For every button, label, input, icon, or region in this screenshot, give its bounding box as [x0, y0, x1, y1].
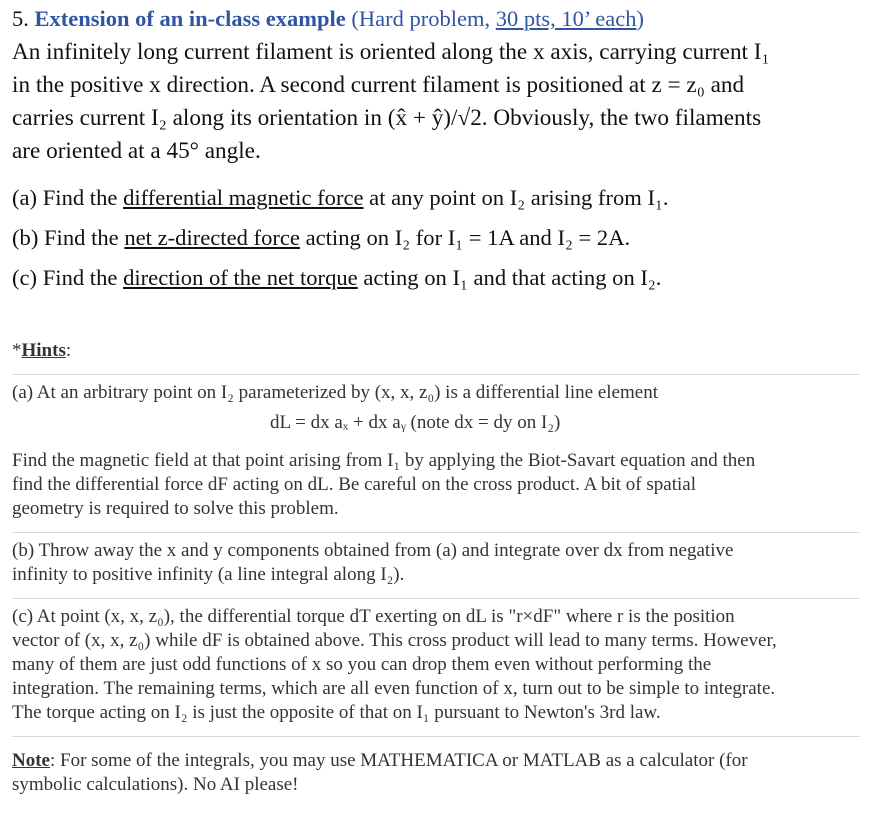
hint-a-body-line: Find the magnetic field at that point arising from I₁ by applying the Biot-Savart equation and then [12, 450, 756, 471]
problem-title-text: Extension of an in-class example [34, 6, 346, 31]
part-a-post: at any point on I₂ arising from I₁. [363, 185, 669, 210]
hint-a-body-line: geometry is required to solve this problem. [12, 498, 339, 519]
part-c-underlined: direction of the net torque [123, 265, 358, 290]
hint-c-line: The torque acting on I₂ is just the opposite of that on I₁ pursuant to Newton's 3rd law. [12, 702, 661, 723]
divider [12, 532, 860, 533]
hints-colon: : [65, 340, 72, 361]
part-c-pre: (c) Find the [12, 265, 124, 290]
part-c [12, 258, 872, 298]
part-c-post: acting on I₁ and that acting on I₂. [357, 265, 662, 290]
hint-a-line: (a) At an arbitrary point on I₂ parameterized by (x, x, z₀) is a differential line element [12, 382, 658, 403]
divider [12, 736, 860, 737]
problem-body [12, 36, 872, 298]
part-a-pre: (a) Find the [12, 185, 124, 210]
hint-b-line: (b) Throw away the x and y components obtained from (a) and integrate over dx from negative [12, 540, 734, 561]
hints-section [12, 338, 872, 797]
intro-line: carries current I₂ along its orientation in (x̂ + ŷ)/√2. Obviously, the two filaments [12, 105, 762, 131]
hint-c-line: (c) At point (x, x, z₀), the differential torque dT exerting on dL is "r×dF" where r is the position [12, 606, 735, 627]
part-b-underlined: net z-directed force [124, 225, 300, 250]
note-line [12, 749, 872, 773]
problem-number: 5. [12, 6, 29, 31]
hints-heading [12, 338, 872, 364]
note-text: : For some of the integrals, you may use MATHEMATICA or MATLAB as a calculator (for [49, 750, 748, 771]
hints-star: * [12, 340, 22, 361]
hints-title: Hints [21, 340, 66, 361]
intro-line: in the positive x direction. A second current filament is positioned at z = z₀ and [12, 72, 745, 98]
intro-line: are oriented at a 45° angle. [12, 138, 261, 164]
problem-parts [12, 178, 872, 298]
part-b-pre: (b) Find the [12, 225, 125, 250]
problem-title [12, 4, 872, 34]
hint-c-line: many of them are just odd functions of x so you can drop them even without performing the [12, 654, 712, 675]
hint-c-line: integration. The remaining terms, which are all even function of x, turn out to be simple to integrate. [12, 678, 776, 699]
part-b-post: acting on I₂ for I₁ = 1A and I₂ = 2A. [299, 225, 631, 250]
hint-b [12, 539, 872, 587]
problem-intro [12, 36, 860, 168]
divider [12, 598, 860, 599]
hint-a-equation: dL = dx aₓ + dx aᵧ (note dx = dy on I₂) [270, 412, 561, 433]
divider [12, 374, 860, 375]
note-block [12, 749, 872, 797]
part-b [12, 218, 872, 258]
hint-a-body-line: find the differential force dF acting on dL. Be careful on the cross product. A bit of spatial [12, 474, 696, 495]
note-label: Note [12, 750, 50, 771]
hint-c-line: vector of (x, x, z₀) while dF is obtained above. This cross product will lead to many terms. However, [12, 630, 777, 651]
difficulty-open: (Hard problem, [351, 6, 491, 31]
hint-a [12, 381, 872, 521]
intro-line: An infinitely long current filament is oriented along the x axis, carrying current I₁ [12, 39, 770, 65]
difficulty-close: ) [636, 6, 645, 31]
page [12, 4, 872, 797]
part-a-underlined: differential magnetic force [123, 185, 364, 210]
hint-c [12, 605, 872, 725]
part-a [12, 178, 872, 218]
note-line: symbolic calculations). No AI please! [12, 774, 299, 795]
hint-b-line: infinity to positive infinity (a line integral along I₂). [12, 564, 405, 585]
points-label: 30 pts, 10’ each [495, 6, 637, 31]
